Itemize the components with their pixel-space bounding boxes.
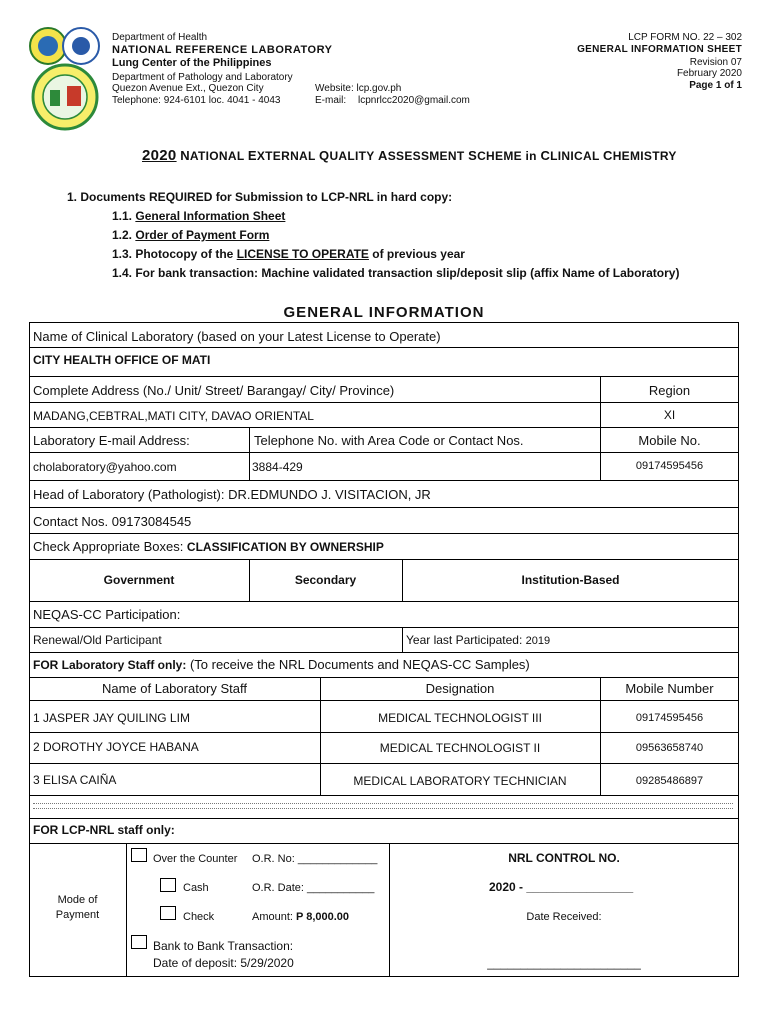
date-of-deposit[interactable]: Date of deposit: 5/29/2020 [153, 956, 294, 970]
staff-designation-3[interactable]: MEDICAL LABORATORY TECHNICIAN [353, 774, 567, 788]
lab-name-label: Name of Clinical Laboratory (based on your Latest License to Operate) [33, 329, 441, 344]
classification-heading: Check Appropriate Boxes: CLASSIFICATION BY OWNERSHIP [33, 539, 384, 554]
date-received-line[interactable]: _______________________ [487, 956, 641, 970]
form-title: GENERAL INFORMATION SHEET [577, 44, 742, 55]
staff-name-3[interactable]: 3 ELISA CAIÑA [33, 773, 117, 787]
staff-designation-1[interactable]: MEDICAL TECHNOLOGIST III [378, 711, 542, 725]
staff-col-designation: Designation [425, 681, 495, 696]
cash-checkbox[interactable] [160, 878, 176, 892]
form-page: Page 1 of 1 [689, 80, 742, 91]
ownership-government[interactable]: Government [103, 573, 175, 587]
header-email-label: E-mail: [315, 95, 347, 106]
form-number: LCP FORM NO. 22 – 302 [628, 32, 742, 43]
staff-designation-2[interactable]: MEDICAL TECHNOLOGIST II [379, 741, 541, 755]
header-address: Quezon Avenue Ext., Quezon City [112, 83, 264, 94]
header-telephone: Telephone: 924-6101 loc. 4041 - 4043 [112, 95, 281, 106]
requirement-2: 1.2. Order of Payment Form [112, 228, 270, 242]
pay-cash: Cash [183, 882, 209, 894]
staff-heading: FOR Laboratory Staff only: (To receive the NRL Documents and NEQAS-CC Samples) [33, 657, 530, 672]
or-number[interactable]: O.R. No: _____________ [252, 853, 378, 865]
section-title: GENERAL INFORMATION [283, 304, 485, 321]
renewal-participant[interactable]: Renewal/Old Participant [33, 633, 162, 647]
email-label: Laboratory E-mail Address: [33, 433, 190, 448]
form-revision: Revision 07 [689, 57, 742, 68]
check-checkbox[interactable] [160, 906, 176, 920]
bank-checkbox[interactable] [131, 935, 147, 949]
header-dept: Department of Health [112, 32, 208, 43]
region-label: Region [648, 383, 691, 398]
contact-numbers[interactable]: Contact Nos. 09173084545 [33, 514, 192, 529]
form-date: February 2020 [676, 68, 742, 79]
staff-mobile-1[interactable]: 09174595456 [635, 712, 704, 724]
head-of-laboratory[interactable]: Head of Laboratory (Pathologist): DR.EDMUNDO J. VISITACION, JR [33, 487, 431, 502]
lab-name-value[interactable]: CITY HEALTH OFFICE OF MATI [33, 353, 211, 367]
lcp-staff-heading: FOR LCP-NRL staff only: [33, 823, 175, 837]
phone-label: Telephone No. with Area Code or Contact Nos. [254, 433, 524, 448]
staff-name-2[interactable]: 2 DOROTHY JOYCE HABANA [33, 740, 199, 754]
mobile-label: Mobile No. [638, 433, 701, 448]
mobile-value[interactable]: 09174595456 [635, 460, 704, 472]
lcp-logo [30, 62, 100, 132]
pay-over-the-counter: Over the Counter [153, 853, 238, 865]
requirements-heading: 1. Documents REQUIRED for Submission to LCP-NRL in hard copy: [67, 190, 453, 204]
document-title: 2020 NATIONAL EXTERNAL QUALITY ASSESSMENT SCHEME in CLINICAL CHEMISTRY [142, 147, 677, 164]
neqas-participation-label: NEQAS-CC Participation: [33, 607, 181, 622]
header-lab: NATIONAL REFERENCE LABORATORY [112, 44, 333, 56]
pay-check: Check [183, 911, 215, 923]
staff-col-name: Name of Laboratory Staff [101, 681, 247, 696]
address-value[interactable]: MADANG,CEBTRAL,MATI CITY, DAVAO ORIENTAL [33, 409, 314, 423]
header-website: Website: lcp.gov.ph [315, 83, 402, 94]
header-center: Lung Center of the Philippines [112, 57, 272, 69]
title-year: 2020 [142, 147, 177, 164]
email-value[interactable]: cholaboratory@yahoo.com [33, 460, 177, 474]
ownership-institution-based[interactable]: Institution-Based [521, 573, 620, 587]
staff-col-mobile: Mobile Number [625, 681, 714, 696]
year-last-participated: Year last Participated: 2019 [406, 633, 551, 647]
requirement-3: 1.3. Photocopy of the LICENSE TO OPERATE of previous year [112, 247, 465, 261]
nrl-control-label: NRL CONTROL NO. [508, 851, 620, 865]
mode-of-payment-label: Mode of Payment [55, 894, 100, 921]
or-date[interactable]: O.R. Date: ___________ [252, 882, 375, 894]
otc-checkbox[interactable] [131, 848, 147, 862]
date-received-label: Date Received: [526, 911, 602, 923]
requirement-1: 1.1. General Information Sheet [112, 209, 286, 223]
amount: Amount: P 8,000.00 [252, 911, 350, 923]
phone-value[interactable]: 3884-429 [252, 460, 303, 474]
staff-mobile-2[interactable]: 09563658740 [635, 742, 704, 754]
header-dept2: Department of Pathology and Laboratory [112, 72, 293, 83]
nrl-control-number[interactable]: 2020 - ________________ [489, 880, 634, 894]
ownership-secondary[interactable]: Secondary [294, 573, 357, 587]
address-label: Complete Address (No./ Unit/ Street/ Barangay/ City/ Province) [33, 383, 395, 398]
staff-mobile-3[interactable]: 09285486897 [635, 775, 704, 787]
staff-name-1[interactable]: 1 JASPER JAY QUILING LIM [33, 711, 190, 725]
header-email: lcpnrlcc2020@gmail.com [358, 95, 470, 106]
pay-bank-transaction: Bank to Bank Transaction: [153, 939, 294, 953]
region-value[interactable]: XI [663, 408, 676, 422]
doh-logo [28, 26, 100, 66]
requirement-4: 1.4. For bank transaction: Machine validated transaction slip/deposit slip (affix Name of Laboratory) [112, 266, 680, 280]
